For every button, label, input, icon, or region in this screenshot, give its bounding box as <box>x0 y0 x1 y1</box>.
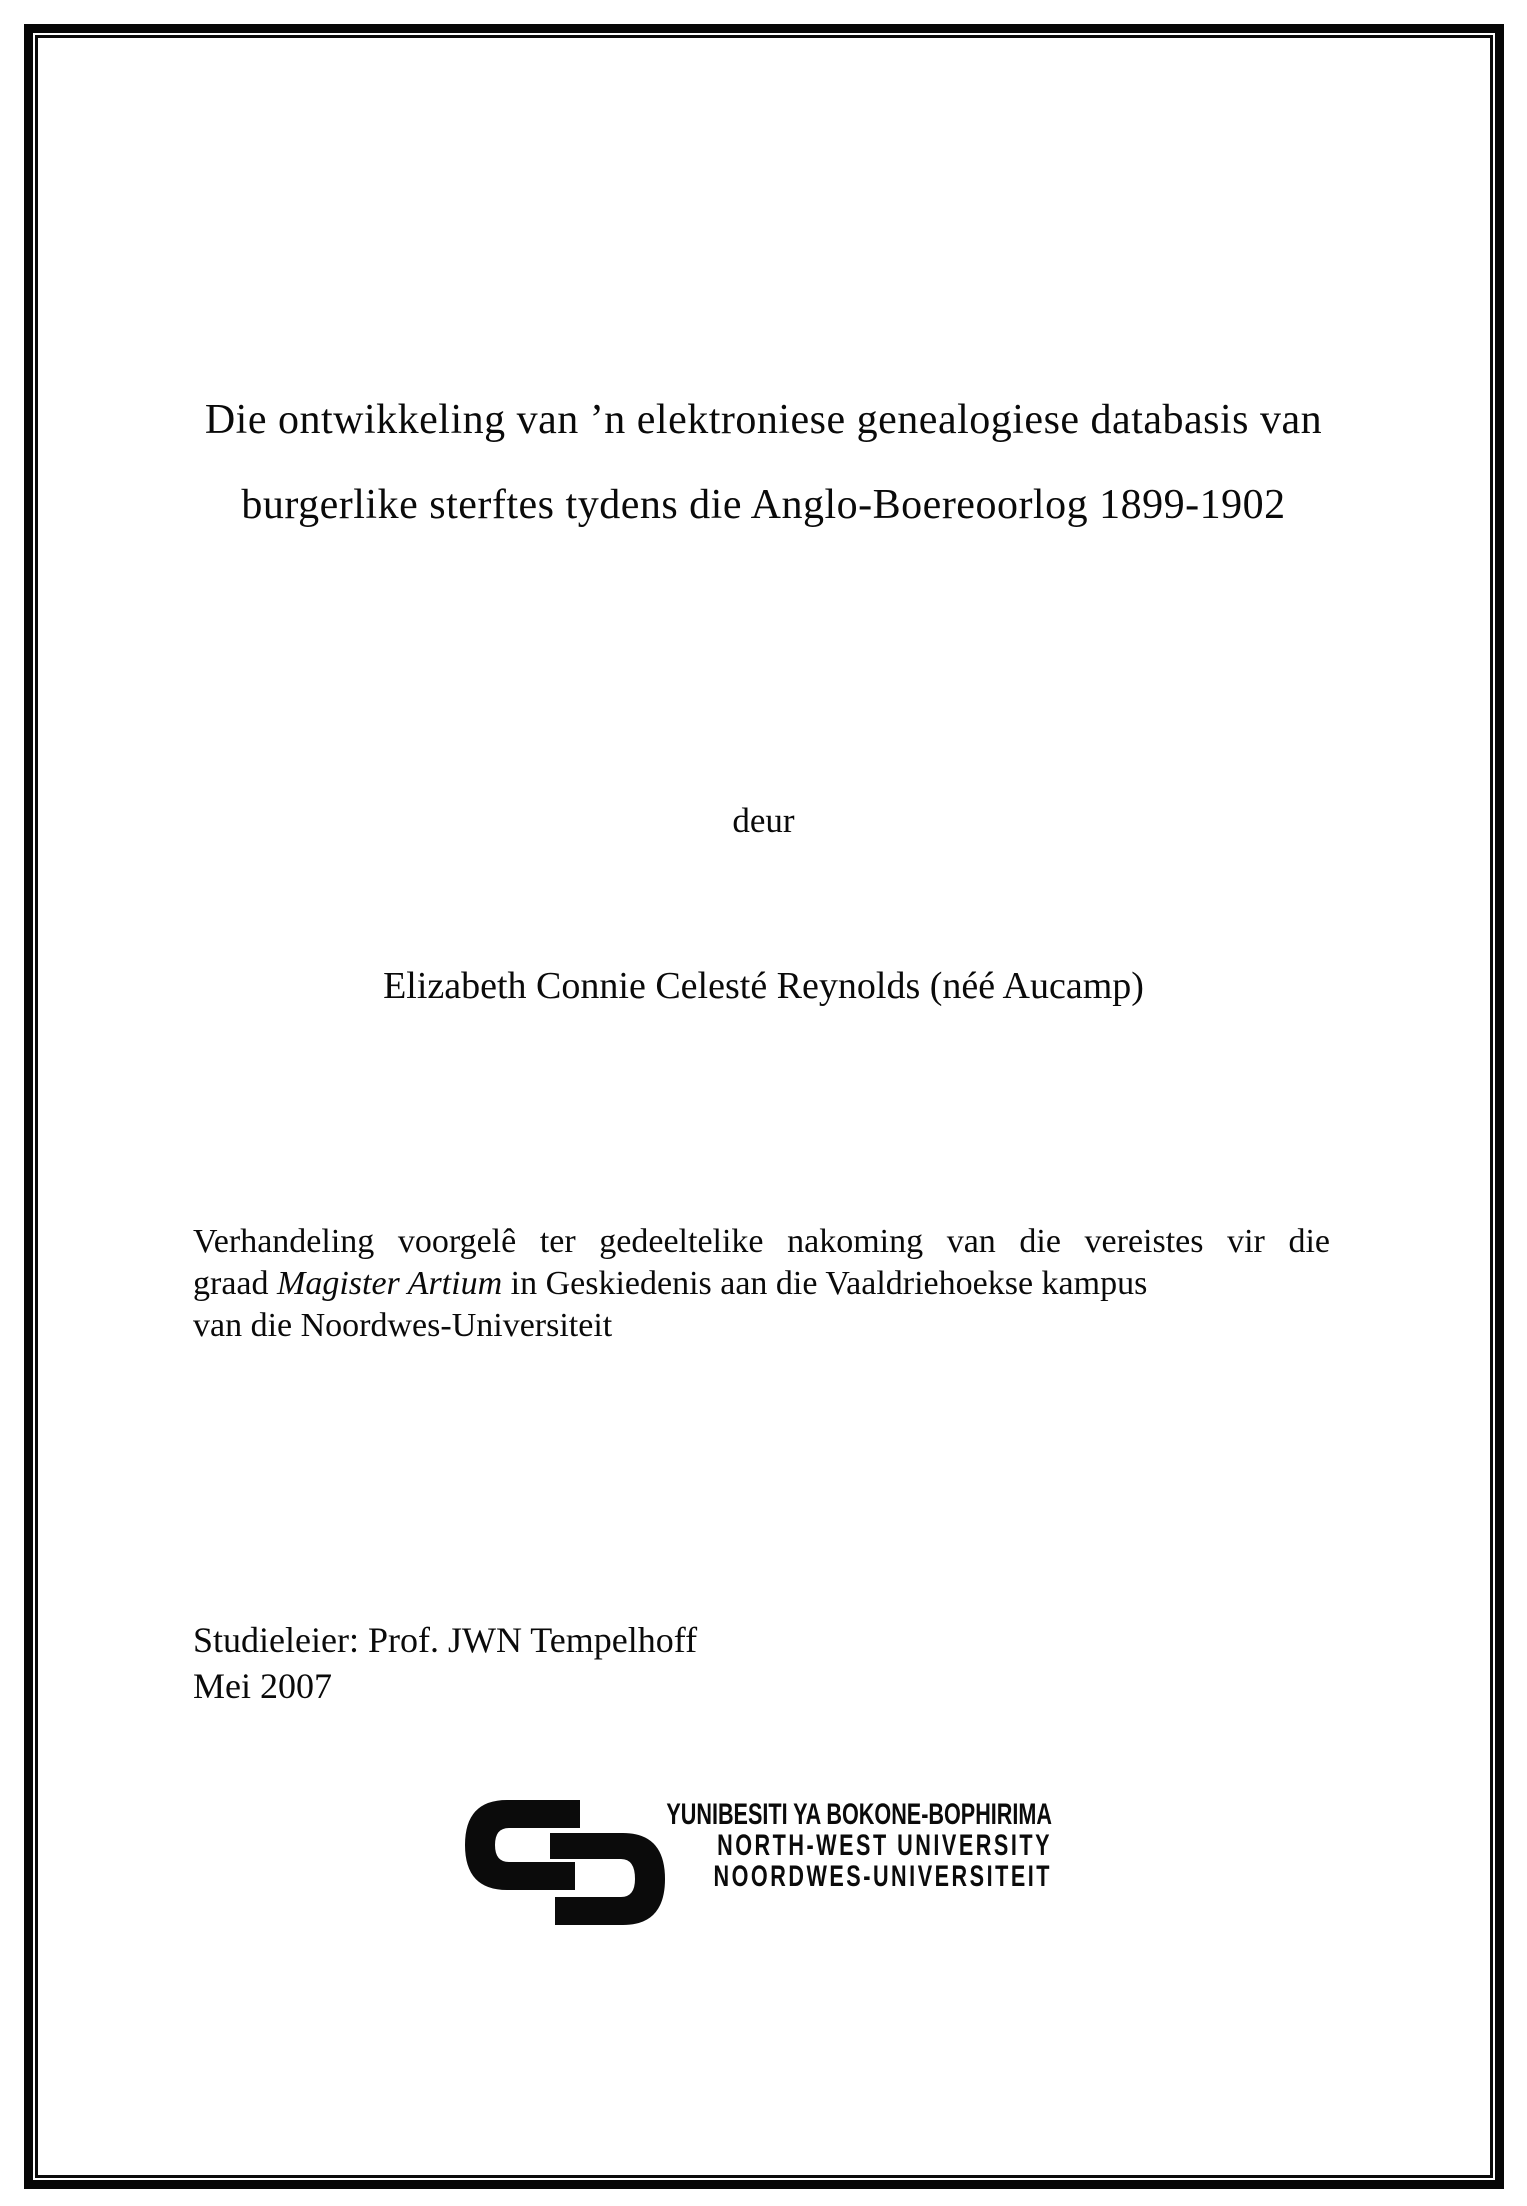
declaration-line3: van die Noordwes-Universiteit <box>193 1307 613 1344</box>
supervisor-line: Studieleier: Prof. JWN Tempelhoff <box>193 1620 698 1660</box>
thesis-title <box>0 378 1527 548</box>
university-names <box>584 1799 1052 1892</box>
university-name-setswana: YUNIBESITI YA BOKONE-BOPHIRIMA <box>666 1798 1052 1831</box>
declaration-line1: Verhandeling voorgelê ter gedeeltelike nakoming van die vereistes vir die <box>193 1223 1330 1260</box>
author-name: Elizabeth Connie Celesté Reynolds (néé Aucamp) <box>383 965 1144 1007</box>
date-line: Mei 2007 <box>193 1666 332 1706</box>
university-name-afrikaans: NOORDWES-UNIVERSITEIT <box>713 1860 1052 1893</box>
thesis-title-line1: Die ontwikkeling van ’n elektroniese genealogiese databasis van <box>204 397 1323 443</box>
university-name-english: NORTH-WEST UNIVERSITY <box>717 1829 1052 1862</box>
supervisor-block <box>193 1617 697 1709</box>
declaration-line2: graad Magister Artium in Geskiedenis aan die Vaaldriehoekse kampus <box>193 1265 1148 1302</box>
thesis-title-line2: burgerlike sterftes tydens die Anglo-Boereoorlog 1899-1902 <box>241 482 1286 528</box>
degree-name: Magister Artium <box>277 1265 503 1302</box>
degree-declaration <box>193 1221 1330 1347</box>
byline: deur <box>732 801 795 840</box>
